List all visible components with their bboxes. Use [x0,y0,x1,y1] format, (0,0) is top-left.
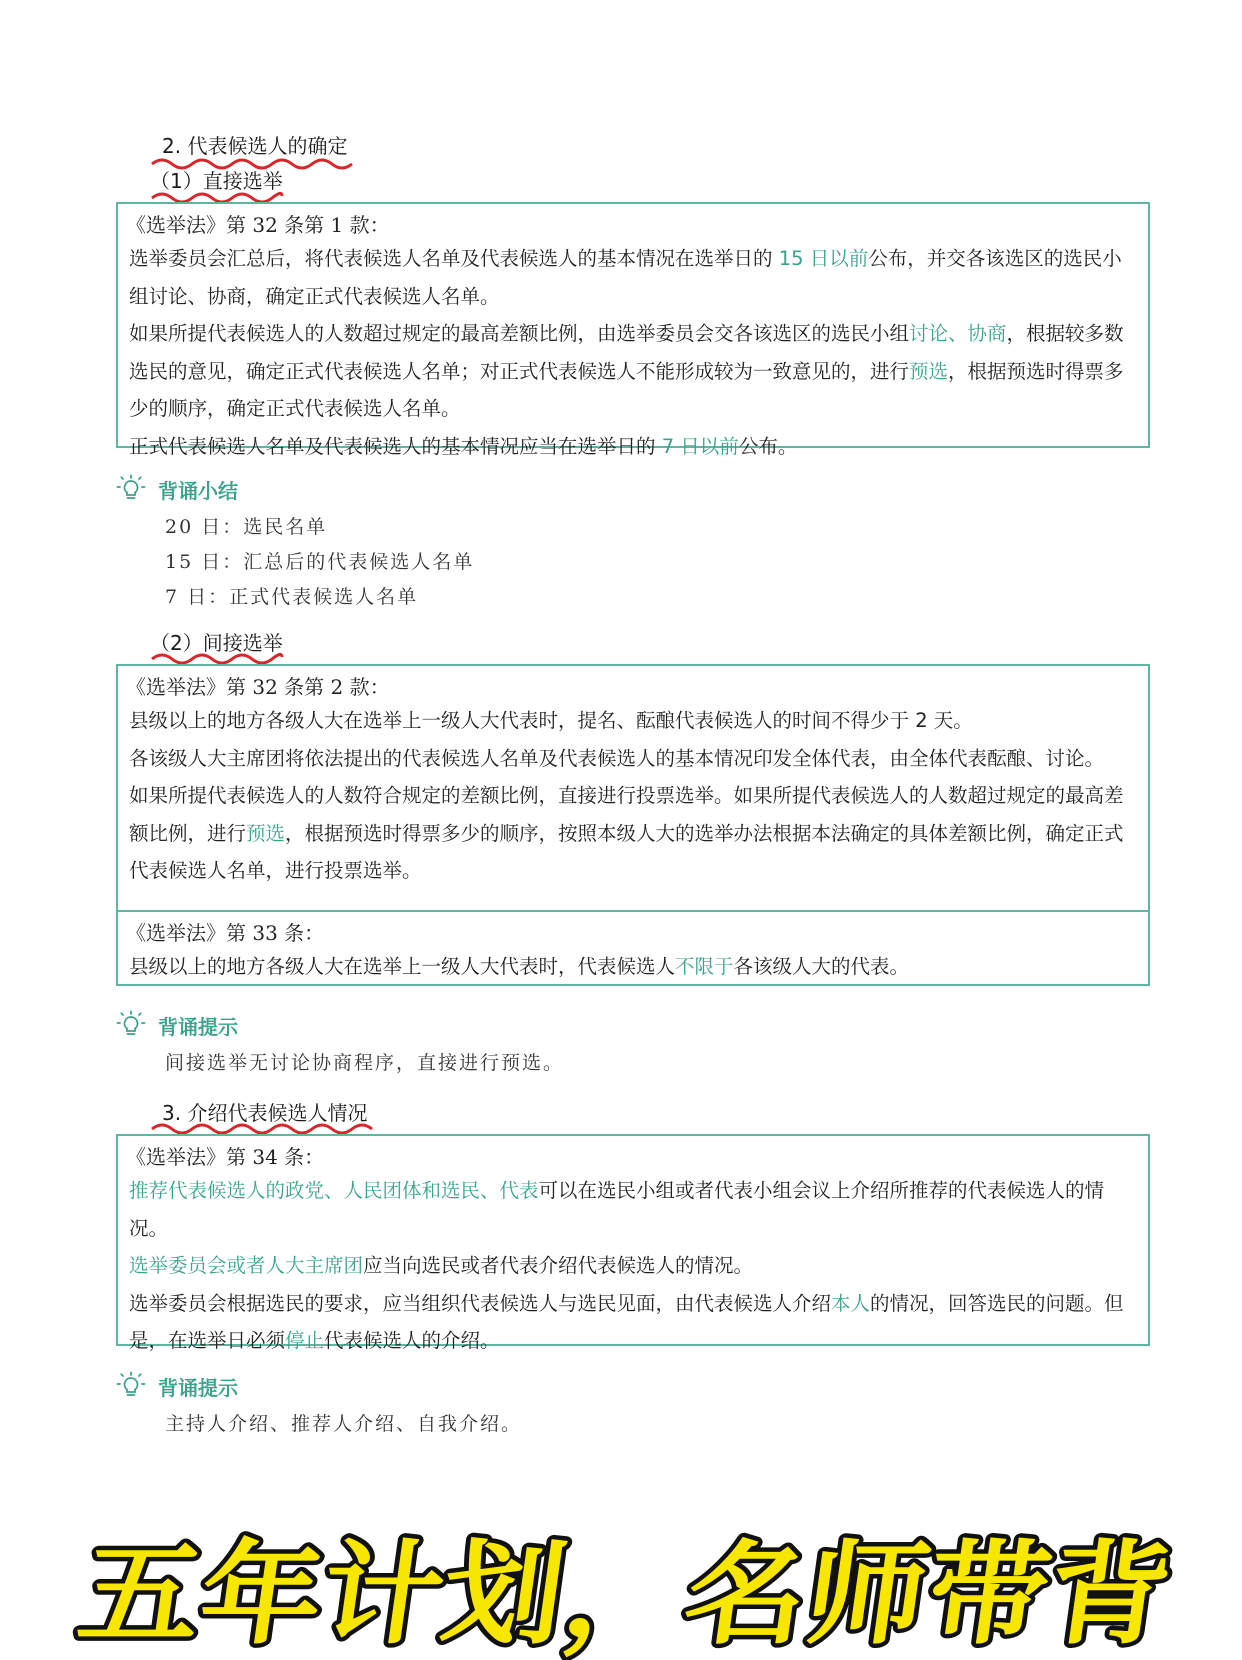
memorize-tip [116,1370,238,1402]
tip-title: 背诵提示 [158,1375,238,1400]
law-paragraph: 选举委员会汇总后，将代表候选人名单及代表候选人的基本情况在选举日的 15 日以前公布，并交各该选区的选民小组讨论、协商，确定正式代表候选人名单。 [129,247,1122,308]
law-paragraph: 推荐代表候选人的政党、人民团体和选民、代表可以在选民小组或者代表小组会议上介绍所推荐的代表候选人的情况。 [129,1179,1105,1240]
law-paragraph: 正式代表候选人名单及代表候选人的基本情况应当在选举日的 7 日以前公布。 [129,434,798,458]
lightbulb-icon [116,1371,146,1401]
law-paragraph: 各该级人大主席团将依法提出的代表候选人名单及代表候选人的基本情况印发全体代表，由全体代表酝酿、讨论。 [129,746,1105,770]
tip-line: 20 日：选民名单 [165,516,328,538]
law-paragraph: 如果所提代表候选人的人数超过规定的最高差额比例，由选举委员会交各该选区的选民小组讨论、协商，根据较多数选民的意见，确定正式代表候选人名单；对正式代表候选人不能形成较为一致意见的，进行预选，根据预选时得票多少的顺序，确定正式代表候选人名单。 [129,322,1124,420]
law-paragraph: 选举委员会根据选民的要求，应当组织代表候选人与选民见面，由代表候选人介绍本人的情况，回答选民的问题。但是，在选举日必须停止代表候选人的介绍。 [129,1291,1124,1352]
tip-line: 7 日：正式代表候选人名单 [165,586,419,608]
red-wavy-underline [150,1121,375,1135]
tip-title: 背诵提示 [158,1014,238,1039]
law-citation: 《选举法》第 34 条： [126,1145,325,1169]
law-citation: 《选举法》第 33 条： [126,921,325,945]
law-paragraph: 选举委员会或者人大主席团应当向选民或者代表介绍代表候选人的情况。 [129,1254,754,1277]
memorize-summary [116,473,238,505]
tip-line: 主持人介绍、推荐人介绍、自我介绍。 [165,1413,523,1435]
law-citation: 《选举法》第 32 条第 1 款： [126,213,390,237]
section-heading-introduce-candidates: 3. 介绍代表候选人情况 [162,1101,368,1125]
law-citation: 《选举法》第 32 条第 2 款： [126,675,390,699]
red-wavy-underline [150,651,285,665]
law-box-article-32-2-and-33 [116,664,1150,986]
section-heading-candidate-determination: 2. 代表候选人的确定 [162,134,348,158]
law-paragraph: 如果所提代表候选人的人数符合规定的差额比例，直接进行投票选举。如果所提代表候选人的人数超过规定的最高差额比例，进行预选，根据预选时得票多少的顺序，按照本级人大的选举办法根据本法确定的具体差额比例，确定正式代表候选人名单，进行投票选举。 [129,784,1124,882]
promo-banner [40,1525,1200,1660]
tip-title: 背诵小结 [158,478,238,503]
tip-line: 间接选举无讨论协商程序，直接进行预选。 [165,1052,565,1074]
memorize-tip [116,1009,238,1041]
law-box-article-34 [116,1134,1150,1352]
law-box-article-32-1 [116,202,1150,458]
banner-text: 五年计划，名师带背 [71,1529,1098,1660]
subheading-indirect-election: （2）间接选举 [150,631,283,655]
subheading-direct-election: （1）直接选举 [150,169,283,193]
lightbulb-icon [116,474,146,504]
tip-line: 15 日：汇总后的代表候选人名单 [165,551,475,573]
law-paragraph: 县级以上的地方各级人大在选举上一级人大代表时，代表候选人不限于各该级人大的代表。 [129,955,910,978]
lightbulb-icon [116,1010,146,1040]
law-paragraph: 县级以上的地方各级人大在选举上一级人大代表时，提名、酝酿代表候选人的时间不得少于 2 天。 [129,709,973,732]
